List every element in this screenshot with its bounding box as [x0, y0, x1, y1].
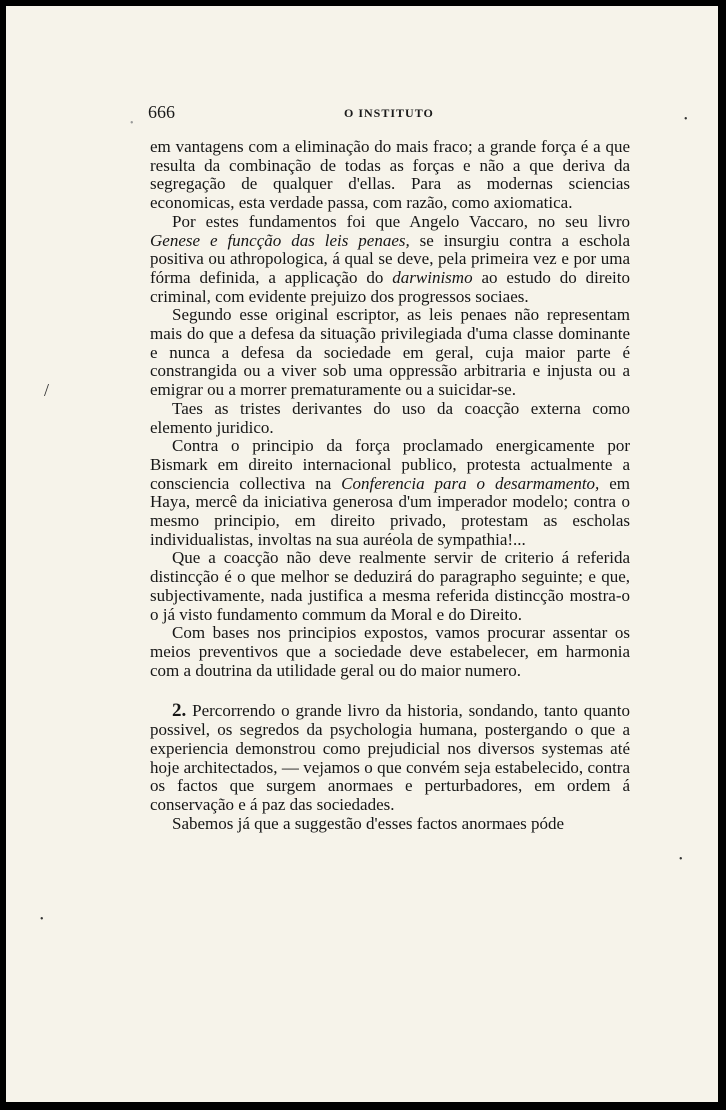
margin-pencil-mark: / [44, 380, 50, 400]
paragraph: em vantagens com a eliminação do mais fraco; a grande força é a que resulta da combinação de todas as forças e não a que deriva da segregação de qualquer d'ellas. Para as modernas sciencias economicas, esta verdade passa, com razão, como axiomatica. [150, 137, 630, 213]
paragraph: Taes as tristes derivantes do uso da coacção externa como elemento juridico. [150, 398, 630, 437]
page-number: 666 [148, 102, 175, 122]
page-speck: • [130, 118, 134, 129]
book-title: Genese e funcção das leis penaes, [150, 230, 410, 250]
page-speck: • [684, 114, 688, 125]
paragraph [150, 213, 630, 307]
page-speck: • [679, 854, 683, 865]
text-run: Percorrendo o grande livro da historia, sondando, tanto quanto possivel, os segredos da psychologia humana, postergando o que a experiencia demonstrou como prejudicial nos diversos systemas até hoje architectados, — vejamos o que convém seja estabelecido, contra os factos que surgem anormaes e perturbadores, em ordem á conservação e á paz das sociedades. [150, 701, 630, 814]
paragraph [150, 437, 630, 549]
book-page [6, 6, 718, 1102]
section-paragraph [150, 702, 630, 814]
paragraph: Com bases nos principios expostos, vamos procurar assentar os meios preventivos que a sociedade deve estabelecer, em harmonia com a doutrina da utilidade geral ou do maior numero. [150, 623, 630, 680]
running-head: O INSTITUTO [344, 106, 434, 120]
text-run: Contra o principio da força proclamado energicamente por Bismark em direito internacional publico, protesta actualmente a consciencia collectiva na [150, 436, 630, 493]
text-run: em Haya, mercê da iniciativa generosa d'um imperador modelo; contra o mesmo principio, em direito privado, protestam as escholas individualistas, involtas na sua auréola de sympathia!... [150, 473, 630, 549]
page-header [148, 102, 632, 126]
body-text [150, 138, 630, 833]
paragraph: Que a coacção não deve realmente servir de criterio á referida distincção é o que melhor se deduzirá do paragrapho seguinte; e que, subjectivamente, nada justifica a mesma referida distincção mostra-o o já visto fundamento commum da Moral e do Direito. [150, 548, 630, 624]
text-run: Por estes fundamentos foi que Angelo Vaccaro, no seu livro [172, 211, 630, 231]
text-run: ao estudo do direito criminal, com evidente prejuizo dos progressos sociaes. [150, 267, 630, 306]
paragraph: Segundo esse original escriptor, as leis penaes não representam mais do que a defesa da situação privilegiada d'uma classe dominante e nunca a defesa da sociedade em geral, cuja maior parte é constrangida ou a viver sob uma oppressão arbitraria e injusta ou a emigrar ou a morrer prematuramente ou a suicidar-se. [150, 305, 630, 400]
emphasis-term: darwinismo [392, 267, 473, 287]
paragraph: Sabemos já que a suggestão d'esses factos anormaes póde [172, 813, 565, 833]
page-speck: • [40, 914, 44, 925]
section-number: 2. [172, 700, 187, 722]
text-run: se insurgiu contra a eschola positiva ou athropologica, á qual se deve, pela primeira vez e por uma fórma definida, a applicação do [150, 230, 630, 287]
conference-name: Conferencia para o desarmamento, [341, 473, 600, 493]
